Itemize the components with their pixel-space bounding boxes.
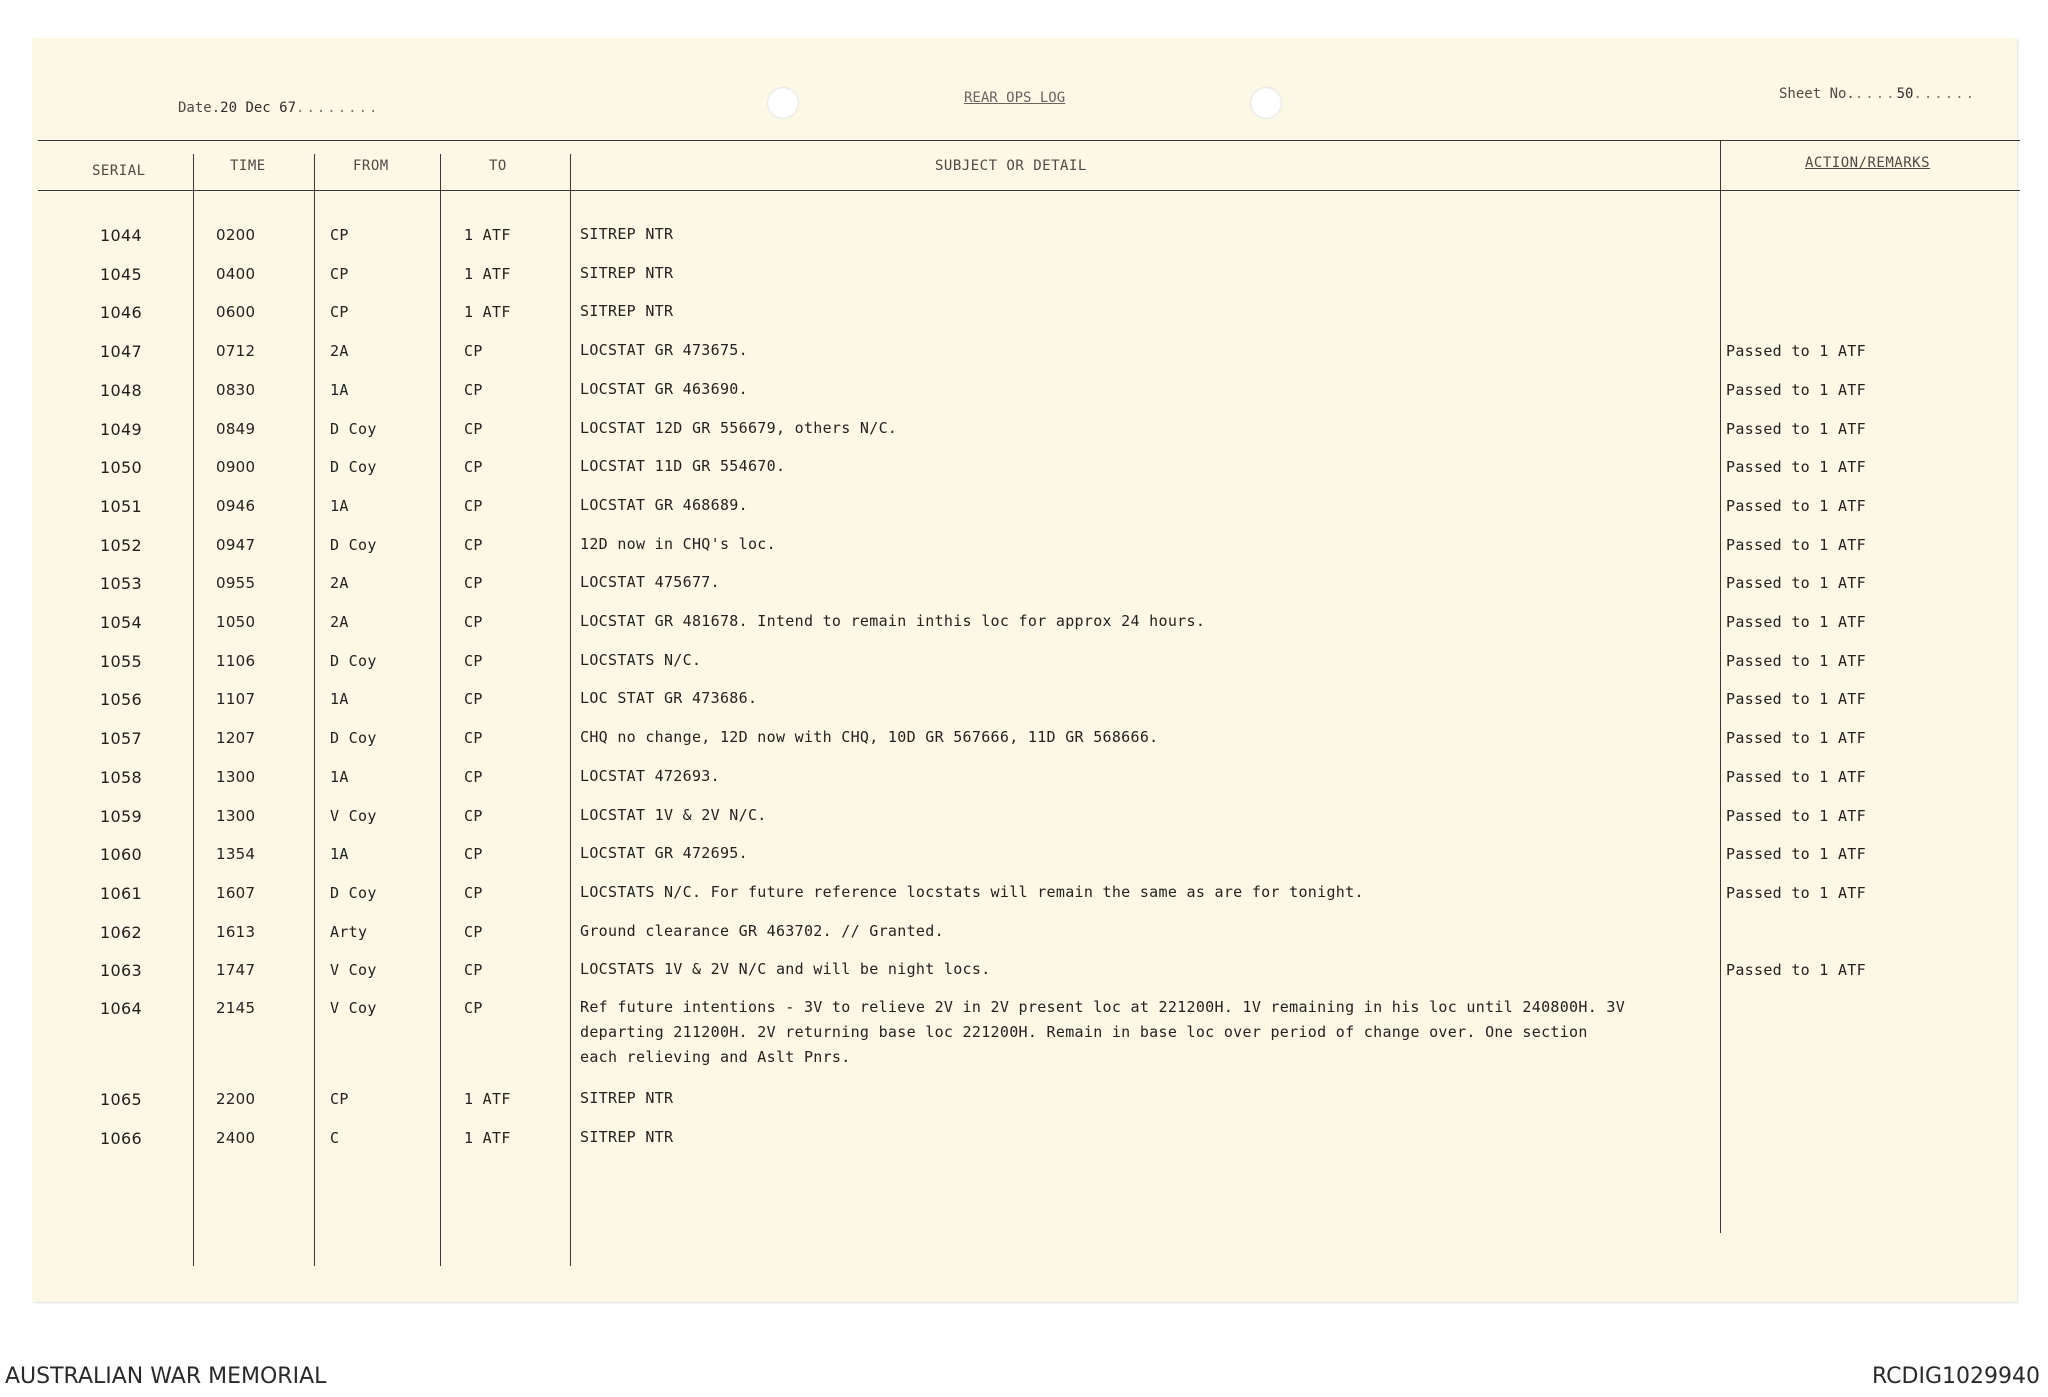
to-cell: 1 ATF [464,303,511,322]
time-cell: 1300 [216,767,256,786]
from-cell: D Coy [330,419,377,438]
from-cell: D Coy [330,729,377,748]
col-divider-subject [570,154,571,1266]
serial-cell: 1050 [100,458,142,478]
subject-cell: LOCSTAT GR 472695. [580,844,748,863]
punch-hole-right [1250,87,1282,119]
serial-cell: 1057 [100,729,142,749]
sheet-fill-dots-2: ...... [1913,86,1977,102]
from-cell: CP [330,1090,349,1108]
from-cell: 1A [330,845,349,864]
to-cell: CP [464,883,483,902]
serial-cell: 1065 [100,1090,142,1109]
to-cell: CP [464,496,483,515]
from-cell: CP [330,303,349,322]
from-cell: C [330,1129,340,1147]
to-cell: CP [464,380,483,399]
subject-cell: SITREP NTR [580,1128,674,1146]
log-title: REAR OPS LOG [964,90,1066,106]
col-head-to: TO [489,158,507,174]
from-cell: D Coy [330,535,377,554]
time-cell: 1107 [216,690,256,709]
remarks-cell: Passed to 1 ATF [1726,458,1866,477]
subject-cell: LOCSTAT GR 481678. Intend to remain inthis loc for approx 24 hours. [580,612,1206,630]
from-cell: D Coy [330,883,377,902]
remarks-cell: Passed to 1 ATF [1726,729,1866,748]
remarks-cell: Passed to 1 ATF [1726,535,1866,554]
to-cell: 1 ATF [464,1090,511,1108]
serial-cell: 1055 [100,651,142,671]
time-cell: 1300 [216,806,256,825]
subject-cell: Ref future intentions - 3V to relieve 2V in 2V present loc at 221200H. 1V remaining in his loc until 240800H. 3V departing 211200H. 2V returning base loc 221200H. Remain in base loc over period of change over. One section each relieving and Aslt Pnrs. [580,998,1626,1066]
date-field [178,100,379,116]
from-cell: V Coy [330,961,377,980]
time-cell: 1607 [216,883,256,902]
sheet-fill-dots: .... [1854,86,1897,102]
log-title-wrap [964,90,1065,106]
to-cell: CP [464,845,483,864]
subject-cell: LOCSTAT 475677. [580,573,720,592]
to-cell: 1 ATF [464,1129,511,1147]
col-divider-remarks [1720,140,1721,1233]
remarks-cell: Passed to 1 ATF [1726,651,1866,670]
from-cell: 2A [330,342,349,361]
time-cell: 2400 [216,1129,256,1147]
time-cell: 0947 [216,535,256,554]
time-cell: 0830 [216,380,256,399]
time-cell: 0600 [216,303,256,322]
sheet-label: Sheet No. [1779,86,1855,102]
header-bottom-rule [38,190,2020,191]
date-value: 20 Dec 67 [220,100,297,116]
serial-cell: 1049 [100,419,142,439]
subject-cell: LOCSTAT 1V & 2V N/C. [580,805,767,824]
sheet-value: 50 [1896,86,1914,102]
from-cell: V Coy [330,999,377,1017]
serial-cell: 1066 [100,1129,142,1148]
from-cell: V Coy [330,806,377,825]
time-cell: 2145 [216,999,256,1017]
subject-cell: LOCSTATS N/C. [580,650,702,669]
serial-cell: 1062 [100,922,142,942]
to-cell: 1 ATF [464,264,511,283]
subject-cell: SITREP NTR [580,263,674,282]
to-cell: CP [464,651,483,670]
remarks-cell: Passed to 1 ATF [1726,883,1866,902]
to-cell: CP [464,690,483,709]
archive-credit: AUSTRALIAN WAR MEMORIAL [5,1364,327,1389]
serial-cell: 1056 [100,690,142,710]
to-cell: CP [464,342,483,361]
subject-cell: LOCSTAT GR 463690. [580,379,748,398]
subject-cell: 12D now in CHQ's loc. [580,534,776,553]
to-cell: CP [464,999,483,1017]
subject-cell: LOCSTATS 1V & 2V N/C and will be night locs. [580,960,991,979]
col-divider-to [440,154,441,1266]
time-cell: 0712 [216,342,256,361]
serial-cell: 1061 [100,883,142,903]
remarks-cell: Passed to 1 ATF [1726,613,1866,631]
remarks-cell: Passed to 1 ATF [1726,574,1866,593]
from-cell: 2A [330,613,349,631]
serial-cell: 1044 [100,226,142,245]
time-cell: 1613 [216,922,256,941]
serial-cell: 1053 [100,574,142,594]
to-cell: CP [464,535,483,554]
col-head-serial: SERIAL [92,163,146,179]
serial-cell: 1054 [100,613,142,632]
serial-cell: 1047 [100,342,142,362]
subject-cell: LOCSTAT 472693. [580,766,720,785]
time-cell: 2200 [216,1090,256,1108]
col-head-from: FROM [353,158,389,174]
from-cell: CP [330,264,349,283]
punch-hole-left [767,87,799,119]
time-cell: 1050 [216,613,256,631]
header-top-rule [38,140,2020,141]
subject-cell: LOCSTAT GR 473675. [580,341,748,360]
time-cell: 0946 [216,496,256,515]
to-cell: CP [464,729,483,748]
subject-cell: SITREP NTR [580,302,674,321]
subject-cell: LOC STAT GR 473686. [580,689,758,708]
to-cell: CP [464,767,483,786]
serial-cell: 1064 [100,999,142,1018]
remarks-cell: Passed to 1 ATF [1726,767,1866,786]
to-cell: CP [464,458,483,477]
subject-cell: LOCSTAT 11D GR 554670. [580,457,786,476]
to-cell: CP [464,574,483,593]
time-cell: 0900 [216,458,256,477]
from-cell: CP [330,226,349,244]
serial-cell: 1048 [100,380,142,400]
time-cell: 1354 [216,845,256,864]
time-cell: 0200 [216,226,256,244]
time-cell: 0400 [216,264,256,283]
from-cell: D Coy [330,651,377,670]
time-cell: 1207 [216,729,256,748]
subject-cell: LOCSTAT GR 468689. [580,495,748,514]
to-cell: CP [464,806,483,825]
remarks-cell: Passed to 1 ATF [1726,806,1866,825]
archive-reference: RCDIG1029940 [1871,1364,2040,1389]
subject-cell: SITREP NTR [580,1089,674,1107]
to-cell: CP [464,613,483,631]
to-cell: CP [464,419,483,438]
col-divider-from [314,154,315,1266]
from-cell: 1A [330,767,349,786]
serial-cell: 1045 [100,264,142,284]
col-head-remarks: ACTION/REMARKS [1805,155,1931,171]
serial-cell: 1059 [100,806,142,826]
from-cell: 1A [330,690,349,709]
to-cell: CP [464,922,483,941]
remarks-cell: Passed to 1 ATF [1726,690,1866,709]
col-head-subject: SUBJECT OR DETAIL [935,158,1087,174]
serial-cell: 1063 [100,961,142,981]
remarks-cell: Passed to 1 ATF [1726,419,1866,438]
date-label: Date. [178,100,221,116]
remarks-cell: Passed to 1 ATF [1726,496,1866,515]
from-cell: D Coy [330,458,377,477]
serial-cell: 1060 [100,845,142,865]
from-cell: 1A [330,380,349,399]
from-cell: 1A [330,496,349,515]
sheet-number-field [1779,86,1976,102]
remarks-cell: Passed to 1 ATF [1726,342,1866,361]
time-cell: 0849 [216,419,256,438]
subject-cell: CHQ no change, 12D now with CHQ, 10D GR 567666, 11D GR 568666. [580,728,1159,747]
remarks-cell: Passed to 1 ATF [1726,845,1866,864]
serial-cell: 1046 [100,303,142,323]
subject-cell: LOCSTAT 12D GR 556679, others N/C. [580,418,898,437]
remarks-cell: Passed to 1 ATF [1726,961,1866,980]
serial-cell: 1058 [100,767,142,787]
col-head-time: TIME [230,158,266,174]
remarks-cell: Passed to 1 ATF [1726,380,1866,399]
time-cell: 0955 [216,574,256,593]
to-cell: CP [464,961,483,980]
subject-cell: SITREP NTR [580,225,674,243]
serial-cell: 1052 [100,535,142,555]
date-fill-dots: ........ [296,100,380,116]
time-cell: 1106 [216,651,256,670]
col-divider-time [193,154,194,1266]
time-cell: 1747 [216,961,256,980]
to-cell: 1 ATF [464,226,511,244]
subject-cell: Ground clearance GR 463702. // Granted. [580,921,944,940]
serial-cell: 1051 [100,496,142,516]
subject-cell: LOCSTATS N/C. For future reference locstats will remain the same as are for tonight. [580,882,1364,901]
from-cell: Arty [330,922,368,941]
from-cell: 2A [330,574,349,593]
